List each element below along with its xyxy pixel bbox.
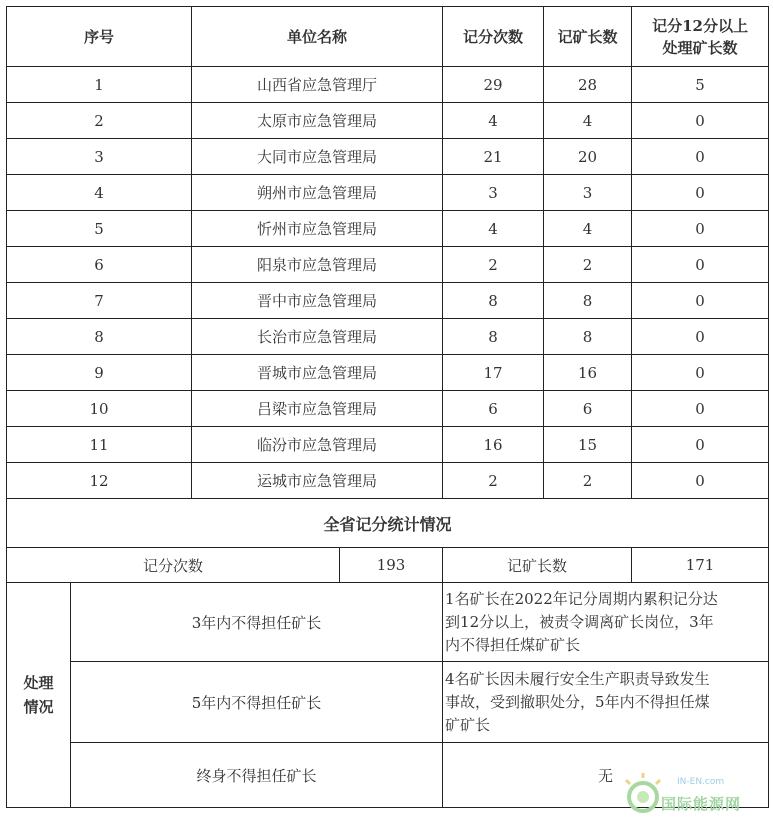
- cell-unit: 山西省应急管理厅: [192, 67, 443, 103]
- punishment-label: [7, 583, 71, 808]
- cell-unit: 朔州市应急管理局: [192, 175, 443, 211]
- summary-title: 全省记分统计情况: [7, 499, 769, 548]
- cell-seq: 2: [7, 103, 192, 139]
- note-line: 矿矿长: [445, 715, 491, 734]
- header-over12: [632, 7, 769, 67]
- header-unit: 单位名称: [192, 7, 443, 67]
- summary-count-label: 记分次数: [7, 548, 340, 583]
- cell-over12: 0: [632, 427, 769, 463]
- data-rows: [7, 67, 769, 499]
- table-row: [7, 319, 769, 355]
- cell-seq: 9: [7, 355, 192, 391]
- cell-count: 16: [443, 427, 544, 463]
- site-watermark-logo: [617, 767, 767, 817]
- punishment-row: [7, 583, 769, 662]
- table-row: [7, 355, 769, 391]
- punishment-type: 3年内不得担任矿长: [71, 583, 443, 662]
- cell-unit: 晋城市应急管理局: [192, 355, 443, 391]
- punishment-row: [7, 662, 769, 743]
- cell-seq: 3: [7, 139, 192, 175]
- cell-managers: 2: [544, 463, 632, 499]
- cell-unit: 吕梁市应急管理局: [192, 391, 443, 427]
- punishment-label-line1: 处理: [23, 674, 54, 692]
- summary-count-value: 193: [340, 548, 443, 583]
- cell-seq: 4: [7, 175, 192, 211]
- cell-over12: 0: [632, 355, 769, 391]
- cell-managers: 15: [544, 427, 632, 463]
- cell-over12: 0: [632, 247, 769, 283]
- table-row: [7, 247, 769, 283]
- cell-unit: 晋中市应急管理局: [192, 283, 443, 319]
- cell-seq: 11: [7, 427, 192, 463]
- summary-row: [7, 548, 769, 583]
- cell-managers: 3: [544, 175, 632, 211]
- summary-title-row: [7, 499, 769, 548]
- header-over12-line1: 记分12分以上: [652, 16, 748, 35]
- cell-over12: 0: [632, 175, 769, 211]
- table-row: [7, 463, 769, 499]
- punishment-type: 5年内不得担任矿长: [71, 662, 443, 743]
- cell-count: 6: [443, 391, 544, 427]
- cell-over12: 0: [632, 211, 769, 247]
- header-over12-line2: 处理矿长数: [662, 38, 738, 57]
- note-line: 事故，受到撤职处分，5年内不得担任煤: [445, 692, 710, 711]
- cell-over12: 0: [632, 103, 769, 139]
- cell-managers: 4: [544, 103, 632, 139]
- cell-unit: 长治市应急管理局: [192, 319, 443, 355]
- note-line: 到12分以上，被责令调离矿长岗位，3年: [445, 612, 714, 631]
- header-count: 记分次数: [443, 7, 544, 67]
- cell-seq: 12: [7, 463, 192, 499]
- cell-over12: 0: [632, 283, 769, 319]
- punishment-note: [443, 583, 769, 662]
- cell-count: 29: [443, 67, 544, 103]
- note-line: 内不得担任煤矿矿长: [445, 635, 581, 654]
- watermark-domain: IN-EN.com: [677, 777, 725, 787]
- cell-unit: 阳泉市应急管理局: [192, 247, 443, 283]
- summary-managers-value: 171: [632, 548, 769, 583]
- header-row: [7, 7, 769, 67]
- table-row: [7, 283, 769, 319]
- cell-managers: 2: [544, 247, 632, 283]
- table-row: [7, 391, 769, 427]
- cell-managers: 6: [544, 391, 632, 427]
- cell-count: 4: [443, 211, 544, 247]
- cell-seq: 7: [7, 283, 192, 319]
- summary-managers-label: 记矿长数: [443, 548, 632, 583]
- coal-manager-score-table: [6, 6, 769, 808]
- cell-over12: 0: [632, 463, 769, 499]
- table-row: [7, 67, 769, 103]
- cell-seq: 5: [7, 211, 192, 247]
- table-row: [7, 139, 769, 175]
- cell-unit: 大同市应急管理局: [192, 139, 443, 175]
- cell-unit: 临汾市应急管理局: [192, 427, 443, 463]
- note-line: 4名矿长因未履行安全生产职责导致发生: [445, 669, 710, 688]
- header-seq: 序号: [7, 7, 192, 67]
- cell-managers: 8: [544, 283, 632, 319]
- cell-seq: 10: [7, 391, 192, 427]
- cell-count: 17: [443, 355, 544, 391]
- cell-count: 21: [443, 139, 544, 175]
- punishment-label-line2: 情况: [23, 698, 54, 716]
- cell-unit: 运城市应急管理局: [192, 463, 443, 499]
- cell-managers: 20: [544, 139, 632, 175]
- cell-over12: 0: [632, 139, 769, 175]
- cell-count: 4: [443, 103, 544, 139]
- cell-over12: 0: [632, 391, 769, 427]
- table-row: [7, 103, 769, 139]
- punishment-note: [443, 662, 769, 743]
- cell-managers: 16: [544, 355, 632, 391]
- cell-unit: 太原市应急管理局: [192, 103, 443, 139]
- header-managers: 记矿长数: [544, 7, 632, 67]
- cell-count: 8: [443, 283, 544, 319]
- cell-managers: 4: [544, 211, 632, 247]
- cell-managers: 28: [544, 67, 632, 103]
- watermark-text: 国际能源网: [661, 795, 742, 813]
- cell-over12: 0: [632, 319, 769, 355]
- cell-seq: 8: [7, 319, 192, 355]
- table-row: [7, 427, 769, 463]
- cell-count: 8: [443, 319, 544, 355]
- cell-count: 2: [443, 247, 544, 283]
- cell-seq: 6: [7, 247, 192, 283]
- cell-unit: 忻州市应急管理局: [192, 211, 443, 247]
- cell-count: 3: [443, 175, 544, 211]
- table-row: [7, 211, 769, 247]
- note-line: 1名矿长在2022年记分周期内累积记分达: [445, 589, 718, 608]
- cell-managers: 8: [544, 319, 632, 355]
- cell-seq: 1: [7, 67, 192, 103]
- punishment-note: 无: [443, 743, 769, 808]
- cell-over12: 5: [632, 67, 769, 103]
- table-row: [7, 175, 769, 211]
- punishment-type: 终身不得担任矿长: [71, 743, 443, 808]
- cell-count: 2: [443, 463, 544, 499]
